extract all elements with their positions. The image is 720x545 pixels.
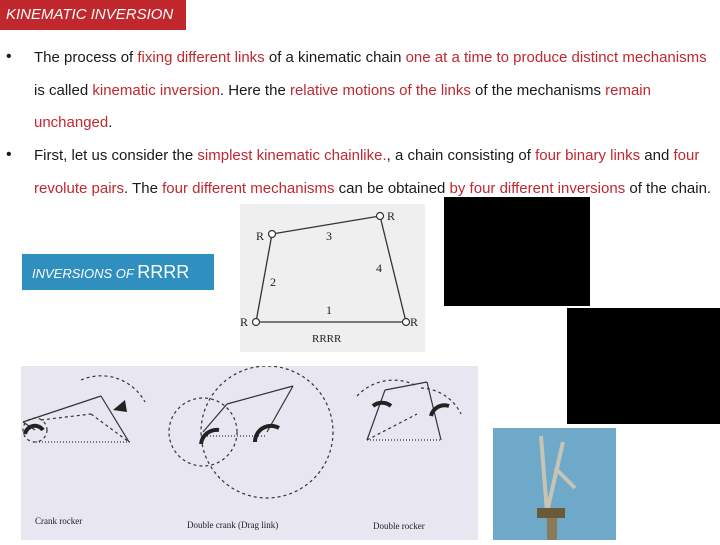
body-text: The process of bbox=[34, 49, 138, 66]
link-label: 4 bbox=[376, 261, 382, 275]
inversion-caption: Double rocker bbox=[373, 521, 425, 531]
slide-title: KINEMATIC INVERSION bbox=[0, 0, 186, 30]
joint-label: R bbox=[410, 315, 419, 329]
inversions-badge bbox=[22, 254, 214, 290]
body-text: , a chain consisting of bbox=[386, 147, 536, 164]
highlighted-text: four different mechanisms bbox=[162, 179, 335, 197]
highlighted-text: by four different inversions bbox=[449, 179, 626, 197]
body-text: is called bbox=[34, 81, 93, 99]
body-text: . bbox=[108, 114, 113, 131]
highlighted-text: fixing different links bbox=[137, 49, 265, 66]
body-text: can be obtained bbox=[334, 179, 450, 197]
link-label: 3 bbox=[326, 229, 332, 243]
body-text: . Here the bbox=[219, 81, 290, 99]
link-label: 2 bbox=[270, 275, 276, 289]
highlighted-text: kinematic inversion bbox=[92, 81, 220, 99]
bullet-marker: • bbox=[6, 48, 12, 65]
mechanism-photo bbox=[493, 428, 616, 540]
inversions-badge-suffix: RRRR bbox=[137, 262, 190, 282]
rrrr-diagram bbox=[240, 204, 425, 352]
joint-label: R bbox=[387, 209, 396, 223]
rrrr-caption: RRRR bbox=[312, 333, 342, 345]
body-text: of the chain. bbox=[625, 179, 712, 197]
bullet-2-text bbox=[34, 140, 714, 205]
highlighted-text: relative motions of the links bbox=[289, 81, 471, 99]
video-placeholder bbox=[567, 308, 720, 424]
body-text: and bbox=[640, 147, 674, 164]
highlighted-text: four binary links bbox=[535, 147, 641, 164]
body-text: . The bbox=[124, 179, 163, 197]
inversion-caption: Double crank (Drag link) bbox=[187, 520, 279, 530]
link-label: 1 bbox=[326, 303, 332, 317]
body-text: First, let us consider the bbox=[34, 147, 198, 164]
highlighted-text: one at a time to produce distinct bbox=[405, 49, 619, 66]
body-text: of a kinematic chain bbox=[264, 49, 406, 66]
video-placeholder bbox=[444, 197, 590, 306]
bullet-marker: • bbox=[6, 146, 12, 163]
highlighted-text: remain unchanged bbox=[34, 81, 651, 131]
body-text: of the mechanisms bbox=[470, 81, 606, 99]
highlighted-text: simplest kinematic chainlike. bbox=[197, 147, 387, 164]
highlighted-text: mechanisms bbox=[622, 49, 707, 66]
inversion-caption: Crank rocker bbox=[35, 516, 83, 526]
joint-label: R bbox=[240, 315, 249, 329]
joint-label: R bbox=[256, 229, 265, 243]
inversions-diagram bbox=[21, 366, 478, 540]
highlighted-text: four revolute pairs bbox=[34, 147, 700, 197]
inversions-badge-prefix: INVERSIONS OF bbox=[32, 266, 138, 281]
bullet-1-text bbox=[34, 42, 714, 140]
